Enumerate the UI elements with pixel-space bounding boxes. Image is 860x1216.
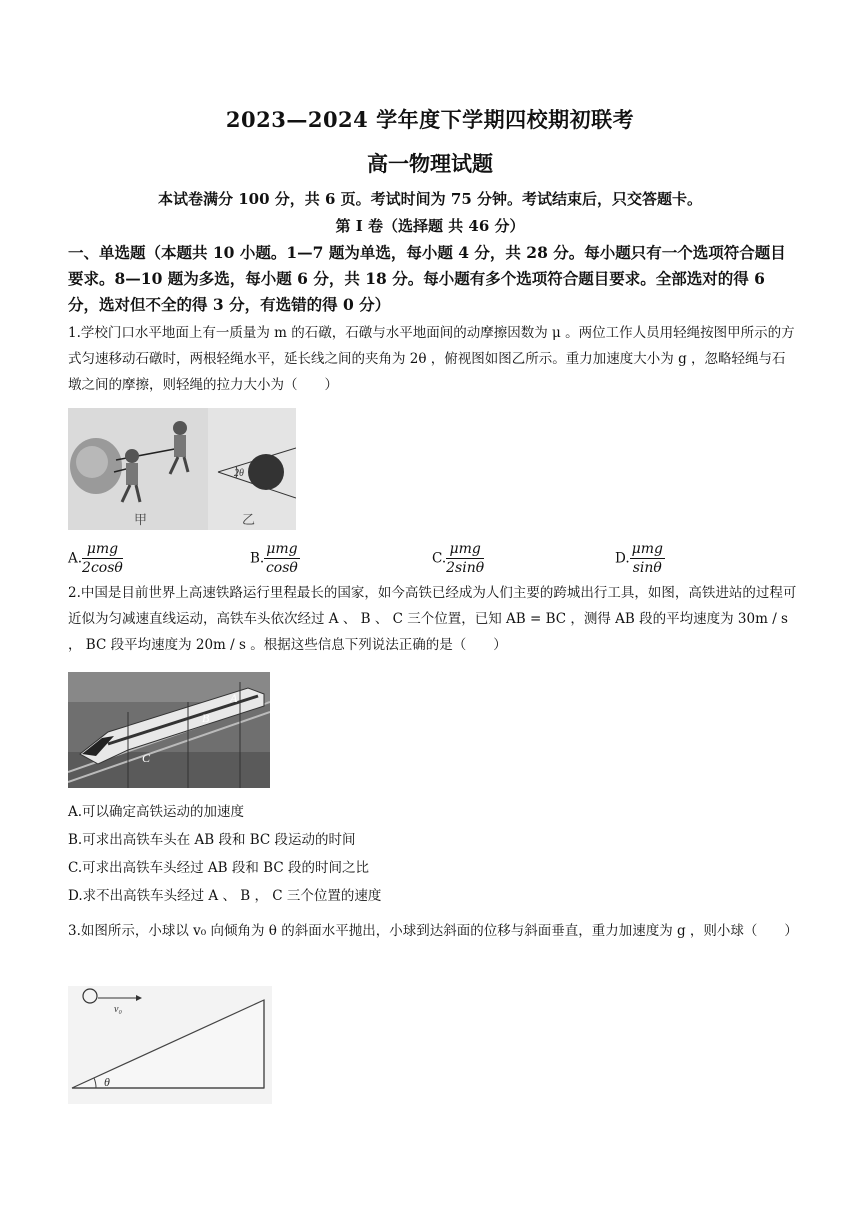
- part-heading: 第 I 卷（选择题 共 46 分）: [335, 217, 525, 235]
- q1-option-a-fraction: [82, 540, 123, 578]
- exam-title: 2023—2024 学年度下学期四校期初联考: [225, 107, 635, 132]
- q3-figure: [68, 986, 272, 1104]
- q1-option-c-letter: C.: [432, 550, 447, 567]
- q2-option-b[interactable]: B.可求出高铁车头在 AB 段和 BC 段运动的时间: [68, 832, 356, 848]
- q1-option-a[interactable]: [68, 540, 123, 578]
- q1-option-a-letter: A.: [68, 550, 83, 567]
- question-1-text: 1.学校门口水平地面上有一质量为 m 的石礅，石礅与水平地面间的动摩擦因数为 μ 。两位工作人员用轻绳按图甲所示的方式匀速移动石礅时，两根轻绳水平，延长线之间的夹角为 2θ ，俯视图如图乙所示。重力加速度大小为 g ，忽略轻绳与石墩之间的摩擦，则轻绳的拉力大小为（ ）: [68, 325, 795, 393]
- exam-subject: 高一物理试题: [367, 151, 493, 176]
- section-heading: 一、单选题（本题共 10 小题。1—7 题为单选，每小题 4 分，共 28 分。每小题只有一个选项符合题目要求。8—10 题为多选，每小题 6 分，共 18 分。每小题有多个选项符合题目要求。全部选对的得 6 分，选对但不全的得 3 分，有选错的得 0 分）: [68, 243, 786, 314]
- q1-option-d-letter: D.: [615, 550, 630, 567]
- q1-option-b-letter: B.: [250, 550, 265, 567]
- q3-figure-velocity-label: v₀: [114, 1004, 122, 1015]
- q1-option-b-denominator: cosθ: [265, 560, 298, 576]
- q2-figure-label-b: B: [202, 711, 210, 725]
- q1-option-b-fraction: [264, 540, 299, 578]
- exam-info: 本试卷满分 100 分，共 6 页。考试时间为 75 分钟。考试结束后，只交答题卡。: [158, 190, 702, 208]
- q2-figure-label-a: A: [230, 691, 238, 705]
- question-3-text: 3.如图所示，小球以 v₀ 向倾角为 θ 的斜面水平抛出，小球到达斜面的位移与斜面垂直，重力加速度为 g ，则小球（ ）: [68, 923, 798, 939]
- q3-figure-angle-label: θ: [104, 1075, 110, 1089]
- q1-option-d[interactable]: [615, 540, 665, 578]
- q1-option-d-fraction: [630, 540, 665, 578]
- q1-option-a-denominator: 2cosθ: [82, 560, 123, 576]
- q1-option-d-numerator: μmg: [631, 541, 663, 557]
- q1-option-b-numerator: μmg: [266, 541, 298, 557]
- q1-option-c[interactable]: [432, 540, 484, 578]
- q1-option-b[interactable]: [250, 540, 300, 578]
- question-2-text: 2.中国是目前世界上高速铁路运行里程最长的国家，如今高铁已经成为人们主要的跨城出行工具，如图，高铁进站的过程可近似为匀减速直线运动，高铁车头依次经过 A 、 B 、 C 三个位置，已知 AB = BC ，测得 AB 段的平均速度为 30m / s ， BC 段平均速度为 20m / s 。根据这些信息下列说法正确的是（ ）: [68, 585, 797, 653]
- q1-option-d-denominator: sinθ: [632, 560, 662, 576]
- q2-option-c[interactable]: C.可求出高铁车头经过 AB 段和 BC 段的时间之比: [68, 860, 369, 876]
- q1-option-a-numerator: μmg: [82, 540, 123, 559]
- q1-option-c-fraction: [446, 540, 484, 578]
- q1-figure-label-yi: 乙: [242, 513, 256, 528]
- q2-figure-label-c: C: [142, 751, 151, 765]
- q2-option-a[interactable]: A.可以确定高铁运动的加速度: [68, 804, 245, 820]
- q1-figure: [68, 408, 296, 530]
- q1-figure-angle-label: 2θ: [234, 468, 244, 479]
- q2-figure: [68, 672, 270, 788]
- q1-figure-label-jia: 甲: [134, 513, 148, 528]
- q1-option-c-numerator: μmg: [446, 540, 484, 559]
- q1-option-c-denominator: 2sinθ: [446, 560, 485, 576]
- q2-option-d[interactable]: D.求不出高铁车头经过 A 、 B ， C 三个位置的速度: [68, 888, 382, 904]
